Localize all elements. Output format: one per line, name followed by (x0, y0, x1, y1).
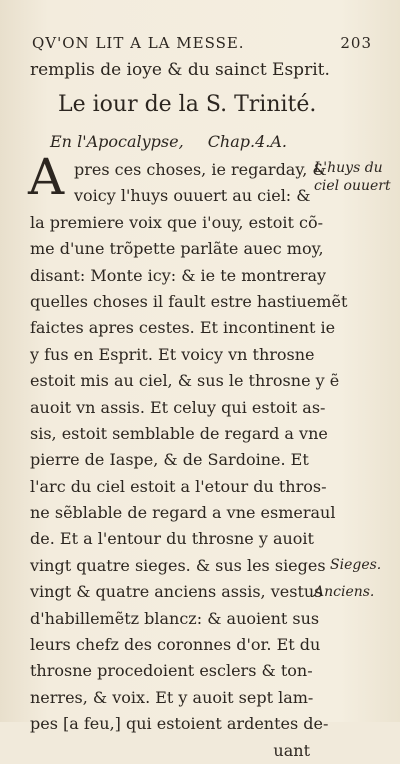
drop-cap: A (28, 148, 65, 206)
margin-note-anciens: Anciens. (314, 584, 375, 600)
body-line: y fus en Esprit. Et voicy vn throsne (30, 344, 315, 364)
margin-note-huys: L'huys du (314, 160, 383, 176)
margin-note-sieges: Sieges. (330, 557, 382, 573)
body-line: faictes apres cestes. Et incontinent ie (30, 318, 336, 338)
body-line: pres ces choses, ie regarday, & (74, 160, 327, 179)
body-line: estoit mis au ciel, & sus le throsne y ẽ (30, 371, 340, 391)
body-line: auoit vn assis. Et celuy qui estoit as- (30, 397, 326, 417)
running-title: QV'ON LIT A LA MESSE. (32, 34, 245, 52)
page-number: 203 (340, 34, 372, 52)
body-line: me d'une trõpette parlãte auec moy, (30, 239, 324, 259)
body-line: d'habillemẽtz blancz: & auoient sus (30, 608, 320, 628)
body-line: ne sẽblable de regard a vne esmeraul (30, 503, 336, 523)
section-title: Le iour de la S. Trinité. (58, 92, 317, 117)
subheading (50, 132, 287, 151)
chapter-label: Chap.4.A. (207, 132, 288, 151)
body-line: sis, estoit semblable de regard a vne (30, 423, 328, 443)
body-line: quelles choses il fault estre hastiuemẽt (30, 291, 348, 311)
body-line: vingt & quatre anciens assis, vestus (30, 582, 323, 602)
body-line: disant: Monte icy: & ie te montreray (30, 265, 327, 285)
body-line: vingt quatre sieges. & sus les sieges (30, 555, 326, 575)
continuation-line: remplis de ioye & du sainct Esprit. (30, 60, 330, 80)
body-line: de. Et a l'entour du throsne y auoit (30, 529, 314, 549)
margin-note-ciel: ciel ouuert (314, 178, 391, 194)
body-line: l'arc du ciel estoit a l'etour du thros- (30, 476, 327, 496)
body-line: voicy l'huys ouuert au ciel: & (74, 186, 311, 206)
body-line: pes [a feu,] qui estoient ardentes de- (30, 714, 329, 734)
body-line: la premiere voix que i'ouy, estoit cõ- (30, 212, 323, 232)
body-line: throsne procedoient esclers & ton- (30, 661, 313, 681)
body-line: leurs chefz des coronnes d'or. Et du (30, 635, 321, 655)
body-line: pierre de Iaspe, & de Sardoine. Et (30, 450, 309, 470)
body-text (30, 157, 348, 764)
catchword: uant (273, 740, 310, 760)
body-line: nerres, & voix. Et y auoit sept lam- (30, 687, 314, 707)
source-label: En l'Apocalypse, (50, 132, 184, 151)
